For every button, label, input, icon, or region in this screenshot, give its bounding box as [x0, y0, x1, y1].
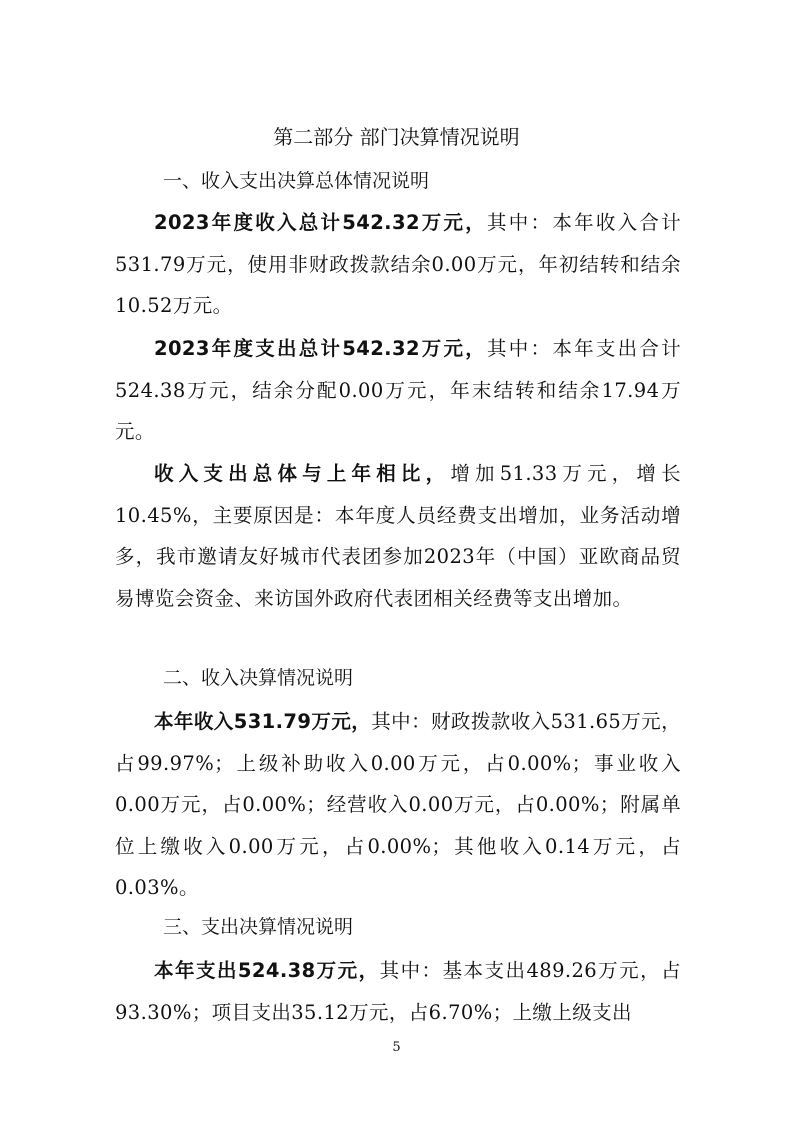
section-heading-expense: 三、支出决算情况说明: [163, 916, 354, 938]
paragraph-expense-total: [115, 328, 681, 453]
paragraph-body: 其中：本年收入合计531.79万元，使用非财政拨款结余0.00万元，年初结转和结余10.52万元。: [115, 211, 681, 317]
paragraph-body: 其中：本年支出合计524.38万元，结余分配0.00万元，年末结转和结余17.94万元。: [115, 337, 681, 443]
paragraph-body: 其中：基本支出489.26万元，占93.30%；项目支出35.12万元，占6.70%；上缴上级支出: [115, 959, 682, 1024]
page-number: 5: [392, 1040, 401, 1055]
paragraph-income-detail: [115, 701, 681, 909]
paragraph-income-total: [115, 202, 681, 327]
paragraph-body: 其中：财政拨款收入531.65万元，占99.97%；上级补助收入0.00万元，占0.00%；事业收入0.00万元，占0.00%；经营收入0.00万元，占0.00%；附属单位上缴收入0.00万元，占0.00%；其他收入0.14万元，占0.03%。: [115, 710, 681, 899]
page-title: 第二部分 部门决算情况说明: [273, 125, 520, 149]
paragraph-lead: 2023年度收入总计542.32万元，: [154, 211, 488, 234]
paragraph-lead: 本年支出524.38万元，: [154, 959, 380, 982]
section-heading-income: 二、收入决算情况说明: [163, 667, 354, 689]
paragraph-lead: 本年收入531.79万元，: [154, 710, 372, 733]
paragraph-year-comparison: [115, 453, 681, 619]
paragraph-expense-detail: [115, 950, 681, 1033]
section-heading-overall: 一、收入支出决算总体情况说明: [163, 170, 430, 192]
paragraph-lead: 收入支出总体与上年相比，: [154, 462, 451, 485]
paragraph-lead: 2023年度支出总计542.32万元，: [154, 337, 488, 360]
paragraph-body: 增加51.33万元，增长10.45%，主要原因是：本年度人员经费支出增加，业务活动增多，我市邀请友好城市代表团参加2023年（中国）亚欧商品贸易博览会资金、来访国外政府代表团相关经费等支出增加。: [115, 462, 682, 610]
